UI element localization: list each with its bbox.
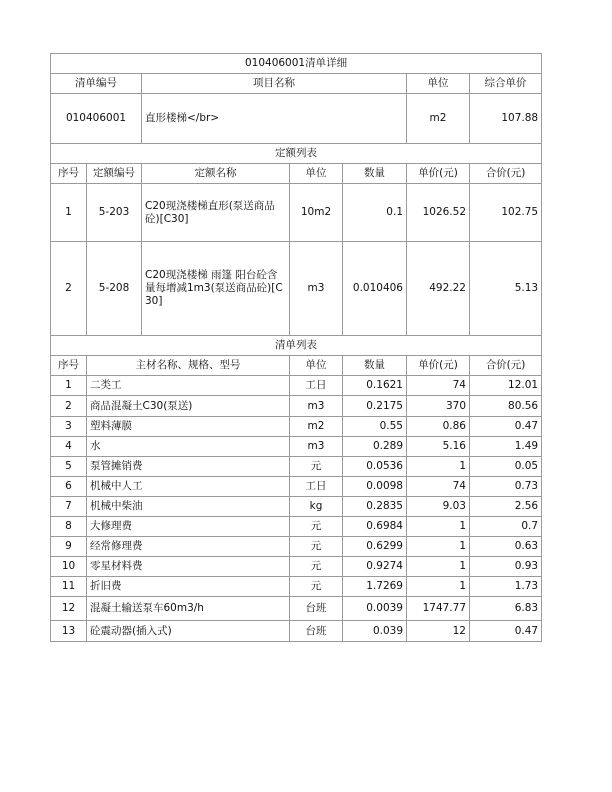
bill-detail-table (50, 53, 542, 642)
material-seq: 11 (51, 577, 87, 597)
material-name: 混凝土输送泵车60m3/h (87, 597, 290, 621)
material-unit-price: 5.16 (407, 437, 470, 457)
material-row (51, 597, 542, 621)
material-seq: 3 (51, 417, 87, 437)
quota-unit-price: 1026.52 (407, 184, 470, 242)
material-unit-price: 74 (407, 376, 470, 396)
quota-qty: 0.1 (343, 184, 407, 242)
material-name: 机械中柴油 (87, 497, 290, 517)
quota-qty: 0.010406 (343, 242, 407, 336)
materials-header-name: 主材名称、规格、型号 (87, 356, 290, 376)
material-unit: 台班 (290, 621, 343, 642)
table-title: 010406001清单详细 (51, 54, 542, 74)
quota-row (51, 242, 542, 336)
quota-header-total: 合价(元) (470, 164, 542, 184)
material-qty: 0.1621 (343, 376, 407, 396)
material-unit: 元 (290, 557, 343, 577)
header-price: 综合单价 (470, 74, 542, 94)
quota-name: C20现浇楼梯 雨篷 阳台砼含量每增减1m3(泵送商品砼)[C30] (142, 242, 290, 336)
quota-header-code: 定额编号 (87, 164, 142, 184)
quota-row (51, 184, 542, 242)
material-qty: 0.2835 (343, 497, 407, 517)
material-unit-price: 74 (407, 477, 470, 497)
material-seq: 7 (51, 497, 87, 517)
material-name: 砼震动器(插入式) (87, 621, 290, 642)
item-unit: m2 (407, 94, 470, 144)
material-row (51, 497, 542, 517)
material-seq: 13 (51, 621, 87, 642)
material-unit: 元 (290, 577, 343, 597)
quota-code: 5-203 (87, 184, 142, 242)
material-row (51, 621, 542, 642)
material-seq: 6 (51, 477, 87, 497)
material-unit: m2 (290, 417, 343, 437)
material-unit-price: 9.03 (407, 497, 470, 517)
item-name: 直形楼梯</br> (142, 94, 407, 144)
material-name: 经常修理费 (87, 537, 290, 557)
material-name: 塑料薄膜 (87, 417, 290, 437)
materials-section-title: 清单列表 (51, 336, 542, 356)
material-row (51, 417, 542, 437)
quota-seq: 1 (51, 184, 87, 242)
material-unit: m3 (290, 437, 343, 457)
material-unit: 台班 (290, 597, 343, 621)
material-row (51, 517, 542, 537)
material-qty: 0.6299 (343, 537, 407, 557)
quota-seq: 2 (51, 242, 87, 336)
material-seq: 10 (51, 557, 87, 577)
material-seq: 8 (51, 517, 87, 537)
material-row (51, 396, 542, 417)
quota-unit-price: 492.22 (407, 242, 470, 336)
quota-total: 5.13 (470, 242, 542, 336)
item-code: 010406001 (51, 94, 142, 144)
material-qty: 0.2175 (343, 396, 407, 417)
material-seq: 12 (51, 597, 87, 621)
material-qty: 0.0536 (343, 457, 407, 477)
material-unit: 元 (290, 537, 343, 557)
quota-header-qty: 数量 (343, 164, 407, 184)
material-row (51, 477, 542, 497)
quota-header-seq: 序号 (51, 164, 87, 184)
material-row (51, 437, 542, 457)
material-unit: m3 (290, 396, 343, 417)
material-unit: 工日 (290, 477, 343, 497)
material-row (51, 376, 542, 396)
material-seq: 4 (51, 437, 87, 457)
material-total: 0.93 (470, 557, 542, 577)
material-unit-price: 0.86 (407, 417, 470, 437)
quota-unit: m3 (290, 242, 343, 336)
quota-name: C20现浇楼梯直形(泵送商品砼)[C30] (142, 184, 290, 242)
material-name: 零星材料费 (87, 557, 290, 577)
material-row (51, 557, 542, 577)
materials-header-unit-price: 单价(元) (407, 356, 470, 376)
material-total: 0.47 (470, 417, 542, 437)
quota-code: 5-208 (87, 242, 142, 336)
material-unit: kg (290, 497, 343, 517)
material-total: 0.73 (470, 477, 542, 497)
header-code: 清单编号 (51, 74, 142, 94)
material-row (51, 577, 542, 597)
quota-section-title: 定额列表 (51, 144, 542, 164)
material-total: 1.49 (470, 437, 542, 457)
quota-header-unit-price: 单价(元) (407, 164, 470, 184)
material-unit-price: 370 (407, 396, 470, 417)
header-name: 项目名称 (142, 74, 407, 94)
material-unit-price: 1 (407, 557, 470, 577)
materials-header-total: 合价(元) (470, 356, 542, 376)
quota-header-name: 定额名称 (142, 164, 290, 184)
material-total: 80.56 (470, 396, 542, 417)
material-qty: 0.0039 (343, 597, 407, 621)
material-name: 泵管摊销费 (87, 457, 290, 477)
material-total: 0.47 (470, 621, 542, 642)
material-total: 1.73 (470, 577, 542, 597)
material-unit-price: 1 (407, 537, 470, 557)
material-unit-price: 1 (407, 577, 470, 597)
material-qty: 0.0098 (343, 477, 407, 497)
material-total: 2.56 (470, 497, 542, 517)
material-seq: 5 (51, 457, 87, 477)
material-unit-price: 1 (407, 517, 470, 537)
material-qty: 1.7269 (343, 577, 407, 597)
material-total: 6.83 (470, 597, 542, 621)
material-qty: 0.039 (343, 621, 407, 642)
header-unit: 单位 (407, 74, 470, 94)
quota-total: 102.75 (470, 184, 542, 242)
material-seq: 9 (51, 537, 87, 557)
material-total: 0.63 (470, 537, 542, 557)
material-unit-price: 1 (407, 457, 470, 477)
material-unit: 工日 (290, 376, 343, 396)
material-row (51, 537, 542, 557)
material-seq: 1 (51, 376, 87, 396)
quota-unit: 10m2 (290, 184, 343, 242)
material-unit: 元 (290, 457, 343, 477)
item-price: 107.88 (470, 94, 542, 144)
materials-header-qty: 数量 (343, 356, 407, 376)
material-qty: 0.9274 (343, 557, 407, 577)
material-name: 机械中人工 (87, 477, 290, 497)
material-name: 水 (87, 437, 290, 457)
material-qty: 0.289 (343, 437, 407, 457)
material-total: 0.7 (470, 517, 542, 537)
material-qty: 0.55 (343, 417, 407, 437)
materials-header-seq: 序号 (51, 356, 87, 376)
material-seq: 2 (51, 396, 87, 417)
material-row (51, 457, 542, 477)
material-name: 大修理费 (87, 517, 290, 537)
material-unit-price: 1747.77 (407, 597, 470, 621)
materials-header-unit: 单位 (290, 356, 343, 376)
material-unit-price: 12 (407, 621, 470, 642)
material-name: 二类工 (87, 376, 290, 396)
material-qty: 0.6984 (343, 517, 407, 537)
material-unit: 元 (290, 517, 343, 537)
material-total: 0.05 (470, 457, 542, 477)
material-total: 12.01 (470, 376, 542, 396)
material-name: 折旧费 (87, 577, 290, 597)
quota-header-unit: 单位 (290, 164, 343, 184)
material-name: 商品混凝土C30(泵送) (87, 396, 290, 417)
